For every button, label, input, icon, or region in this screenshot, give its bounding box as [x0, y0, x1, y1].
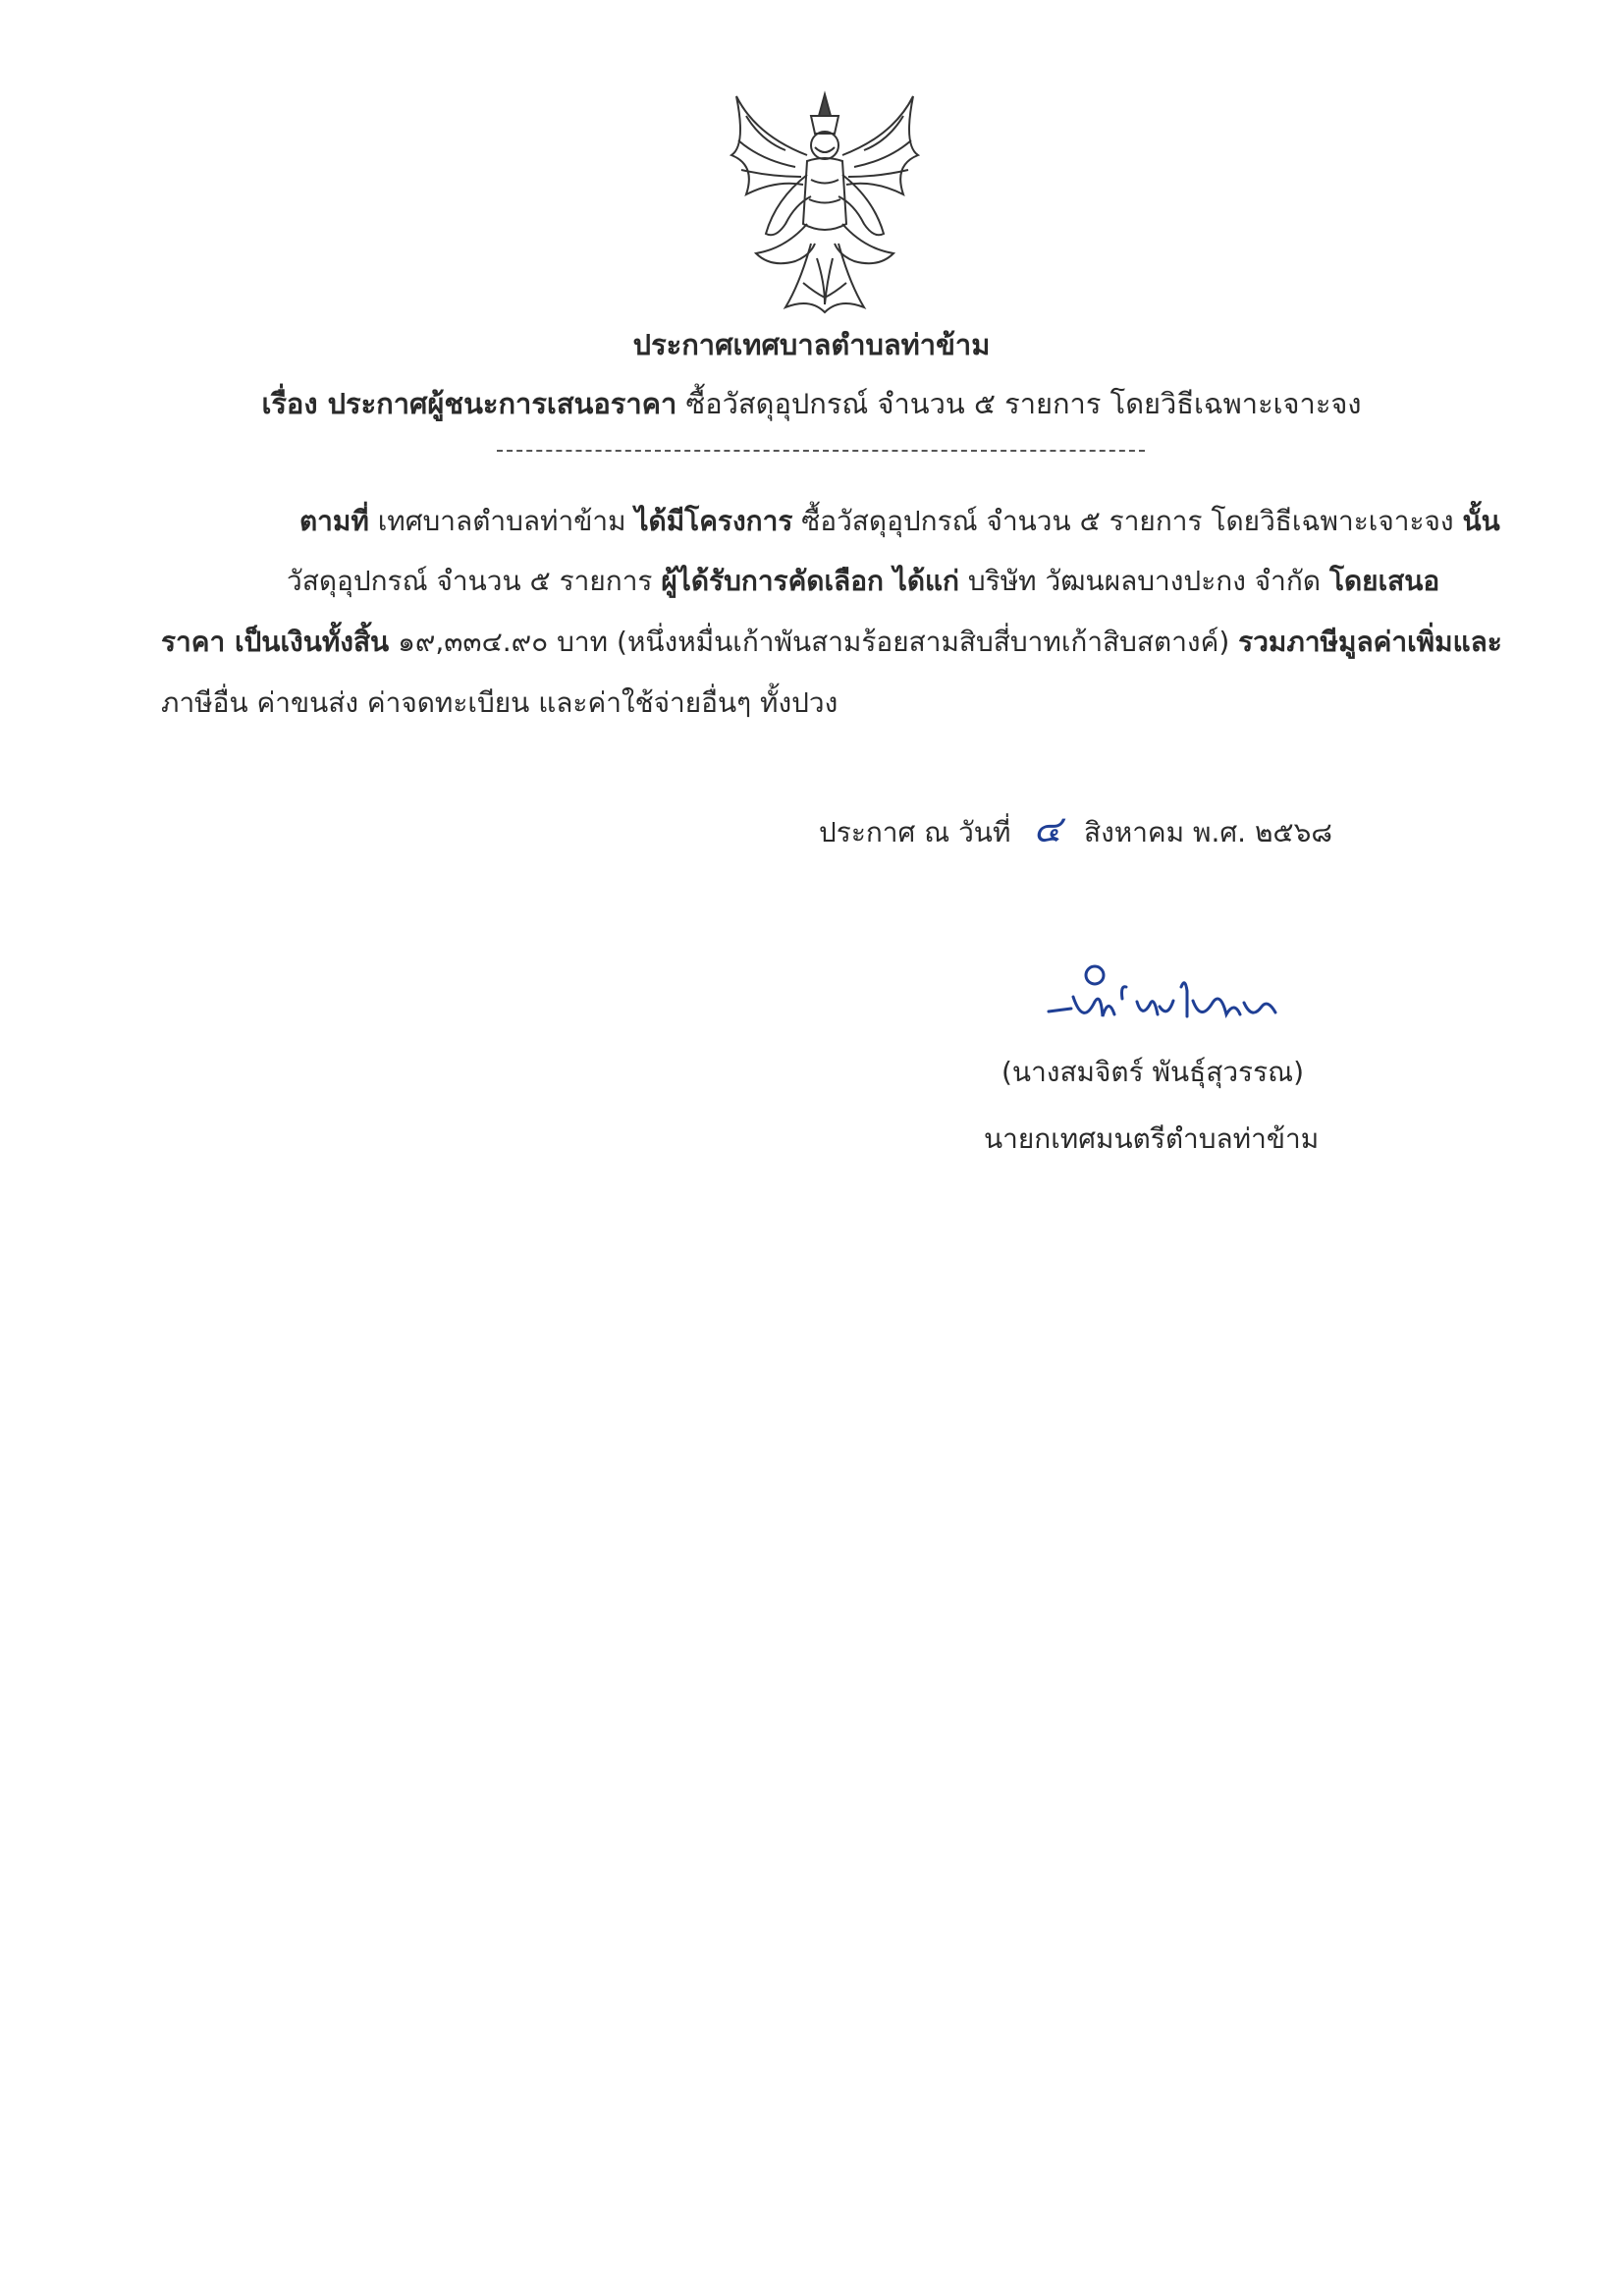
body-line-4: ภาษีอื่น ค่าขนส่ง ค่าจดทะเบียน และค่าใช้จ่ายอื่นๆ ทั้งปวง: [161, 686, 839, 719]
subject-rest: ซื้อวัสดุอุปกรณ์ จำนวน ๕ รายการ โดยวิธีเฉพาะเจาะจง: [685, 387, 1362, 420]
body-line-1-text-2: ซื้อวัสดุอุปกรณ์ จำนวน ๕ รายการ โดยวิธีเฉพาะเจาะจง: [801, 505, 1454, 537]
body-line-3: [161, 621, 1502, 664]
body-line-2: [287, 560, 1439, 603]
signatory-position: นายกเทศมนตรีตำบลท่าข้าม: [984, 1122, 1320, 1155]
date-prefix: ประกาศ ณ วันที่: [819, 816, 1011, 848]
body-line-2-text-2: บริษัท วัฒนผลบางปะกง จำกัด: [967, 565, 1322, 597]
announcement-title: ประกาศเทศบาลตำบลท่าข้าม: [632, 328, 991, 361]
announcement-date: [819, 798, 1332, 858]
date-day-handwritten: ๔: [1033, 807, 1062, 850]
divider-line: [497, 450, 1145, 452]
body-line-1-bold-2: ได้มีโครงการ: [634, 505, 793, 537]
body-line-1-bold-1: ตามที่: [299, 505, 369, 537]
body-line-2-bold-1: ผู้ได้รับการคัดเลือก ได้แก่: [661, 565, 959, 597]
announcement-subject: [0, 381, 1623, 426]
subject-lead: เรื่อง ประกาศผู้ชนะการเสนอราคา: [261, 387, 677, 420]
body-line-1-bold-3: นั้น: [1462, 505, 1500, 537]
garuda-emblem-icon: [717, 86, 933, 317]
body-line-3-bold-2: รวมภาษีมูลค่าเพิ่มและ: [1238, 626, 1502, 658]
body-line-1: [299, 500, 1500, 543]
signatory-name: (นางสมจิตร์ พันธุ์สุวรรณ): [1001, 1056, 1305, 1088]
body-line-2-text-1: วัสดุอุปกรณ์ จำนวน ๕ รายการ: [287, 565, 653, 597]
date-suffix: สิงหาคม พ.ศ. ๒๕๖๘: [1083, 816, 1332, 848]
handwritten-signature: [1044, 957, 1299, 1046]
body-line-3-bold-1: ราคา เป็นเงินทั้งสิ้น: [161, 626, 390, 658]
body-line-2-bold-2: โดยเสนอ: [1328, 565, 1440, 597]
body-line-3-text-1: ๑๙,๓๓๔.๙๐ บาท (หนึ่งหมื่นเก้าพันสามร้อยสามสิบสี่บาทเก้าสิบสตางค์): [398, 626, 1230, 658]
body-line-1-text-1: เทศบาลตำบลท่าข้าม: [377, 505, 626, 537]
